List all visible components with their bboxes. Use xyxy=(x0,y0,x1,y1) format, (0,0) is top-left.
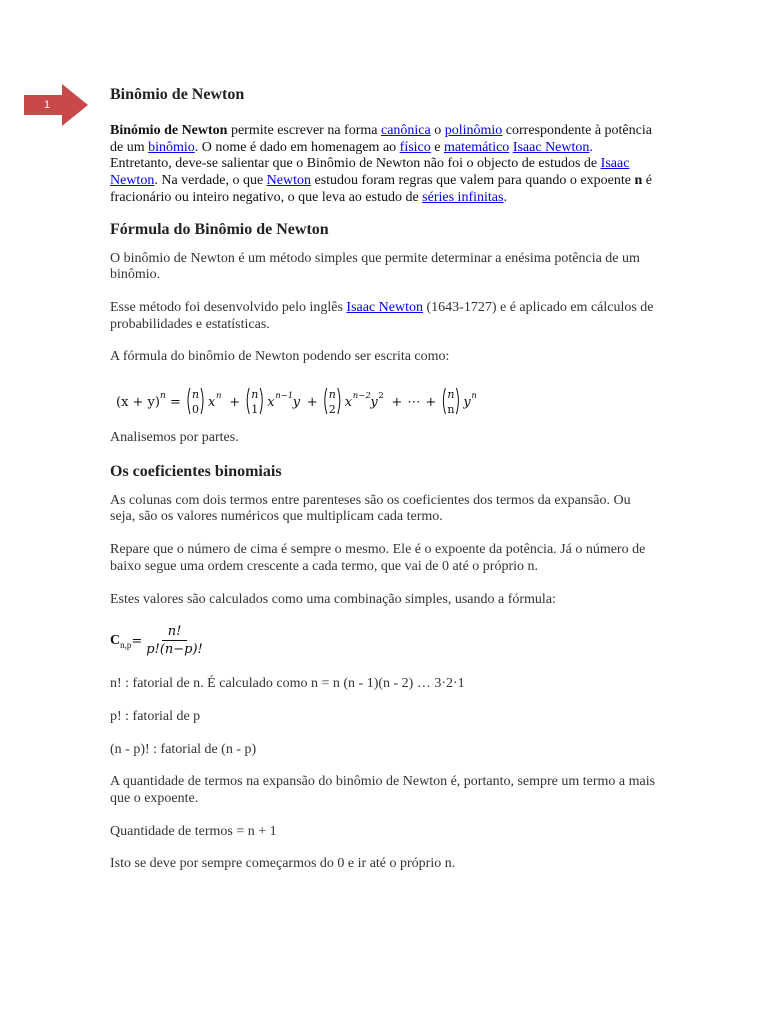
binomial-formula xyxy=(110,382,658,418)
page-number-marker xyxy=(24,84,88,126)
formula-exponent: 2 xyxy=(378,391,384,402)
link-canonica[interactable]: canônica xyxy=(380,123,431,138)
parenthesis-mark xyxy=(325,388,327,414)
text: o xyxy=(430,123,445,138)
coefficient-bottom: 2 xyxy=(328,403,336,417)
fraction xyxy=(144,624,205,658)
document-body xyxy=(110,86,658,889)
denominator: p!(n−p)! xyxy=(146,642,203,658)
parenthesis-mark xyxy=(201,388,203,414)
link-isaac-newton[interactable]: Isaac Newton xyxy=(512,139,590,155)
coefficient-bottom: 0 xyxy=(192,403,199,417)
paragraph: Analisemos por partes. xyxy=(110,430,239,446)
formula-exponent: n xyxy=(471,391,477,402)
parenthesis-mark xyxy=(188,388,190,414)
link-polinomio[interactable]: polinômio xyxy=(444,123,503,138)
combination-symbol xyxy=(110,633,131,650)
link-fisico[interactable]: físico xyxy=(399,139,431,155)
coefficient-top: n xyxy=(447,388,455,402)
paragraph: n! : fatorial de n. É calculado como n = n (n - 1)(n - 2) … 3·2·1 xyxy=(110,676,465,692)
link-isaac-newton-2[interactable]: Isaac Newton xyxy=(110,156,630,189)
intro-paragraph xyxy=(110,123,658,207)
section-title-coeficientes: Os coeficientes binomiais xyxy=(110,462,282,480)
formula-term xyxy=(188,388,221,416)
formula-variable: x xyxy=(267,395,275,411)
paragraph: As colunas com dois termos entre parenteses são os coeficientes dos termos da expansão. Ou seja, são os valores numéricos que multiplicam cada termo. xyxy=(110,492,631,525)
text: estudou foram regras que valem para quando o expoente xyxy=(311,173,635,189)
text: permite escrever na forma xyxy=(227,123,381,138)
formula-exponent: n−2 xyxy=(352,391,371,402)
text: . O nome é dado em homenagem ao xyxy=(194,139,400,155)
text: é fracionário ou inteiro negativo, o que leva ao estudo de xyxy=(110,173,652,205)
formula-variable: x xyxy=(208,395,216,411)
formula-exponent: n−1 xyxy=(275,391,294,402)
paragraph: O binômio de Newton é um método simples que permite determinar a enésima potência de um binômio. xyxy=(110,250,640,283)
formula-term xyxy=(325,388,384,416)
paragraph: (n - p)! : fatorial de (n - p) xyxy=(110,741,257,757)
paragraph: Estes valores são calculados como uma combinação simples, usando a fórmula: xyxy=(110,591,556,607)
text: . Entretanto, deve-se salientar que o Binômio de Newton não foi o objecto de estudos de xyxy=(110,139,601,172)
formula-plus: + xyxy=(229,395,241,411)
formula-exponent: n xyxy=(216,391,222,402)
formula-term xyxy=(443,388,476,416)
equals-sign: = xyxy=(131,633,143,649)
section-title-binomio: Binômio de Newton xyxy=(110,86,245,103)
text: correspondente à potência de um xyxy=(110,123,652,155)
formula-plus: + xyxy=(425,395,437,411)
formula-plus: + xyxy=(306,395,318,411)
bold-n: n xyxy=(634,173,643,189)
paragraph: p! : fatorial de p xyxy=(110,708,201,724)
numerator: n! xyxy=(162,624,188,641)
subscript: n,p xyxy=(120,639,132,650)
link-newton[interactable]: Newton xyxy=(266,173,311,189)
formula-variable: y xyxy=(463,395,471,411)
coefficient-top: n xyxy=(251,388,259,402)
paragraph: A quantidade de termos na expansão do binômio de Newton é, portanto, sempre um termo a mais que o expoente. xyxy=(110,774,656,807)
formula-lhs: (x + y) xyxy=(116,395,160,411)
paragraph: Repare que o número de cima é sempre o mesmo. Ele é o expoente da potência. Já o número de baixo segue uma ordem crescente a cada termo, que vai de 0 até o próprio n. xyxy=(110,542,646,574)
text: C xyxy=(110,632,121,648)
text: (1643-1727) e é aplicado em cálculos de probabilidades e estatísticas. xyxy=(110,299,654,332)
paragraph xyxy=(110,300,658,333)
text: e xyxy=(430,139,444,155)
parenthesis-mark xyxy=(247,388,249,414)
parenthesis-mark xyxy=(260,388,262,414)
parenthesis-mark xyxy=(338,388,340,414)
text: Esse método foi desenvolvido pelo inglês xyxy=(110,299,347,315)
coefficient-top: n xyxy=(328,388,336,402)
paragraph: Isto se deve por sempre começarmos do 0 e ir até o próprio n. xyxy=(110,856,456,872)
formula-ellipsis: ⋯ xyxy=(407,395,421,411)
link-series-infinitas[interactable]: séries infinitas xyxy=(422,189,504,205)
paragraph: Quantidade de termos = n + 1 xyxy=(110,823,277,839)
section-title-formula: Fórmula do Binômio de Newton xyxy=(110,220,329,238)
formula-variable: y xyxy=(292,395,301,411)
formula-plus: + xyxy=(391,395,403,411)
coefficient-bottom: 1 xyxy=(251,403,259,417)
parenthesis-mark xyxy=(443,388,445,414)
paragraph: A fórmula do binômio de Newton podendo ser escrita como: xyxy=(110,349,450,365)
text: . xyxy=(503,189,507,205)
bold-term: Binómio de Newton xyxy=(110,123,228,138)
formula-lhs-exp: n xyxy=(160,391,166,402)
combination-formula xyxy=(110,624,658,658)
formula-eq: = xyxy=(170,395,181,411)
text: . Na verdade, o que xyxy=(154,173,267,189)
parenthesis-mark xyxy=(456,388,458,414)
formula-term xyxy=(247,388,301,416)
page-number: 1 xyxy=(43,99,51,111)
link-isaac-newton-3[interactable]: Isaac Newton xyxy=(346,299,423,315)
coefficient-bottom: n xyxy=(447,403,455,417)
coefficient-top: n xyxy=(192,388,200,402)
formula-variable: y xyxy=(370,395,378,411)
link-binomio[interactable]: binômio xyxy=(148,139,195,155)
link-matematico[interactable]: matemático xyxy=(444,139,510,155)
formula-variable: x xyxy=(344,395,353,411)
